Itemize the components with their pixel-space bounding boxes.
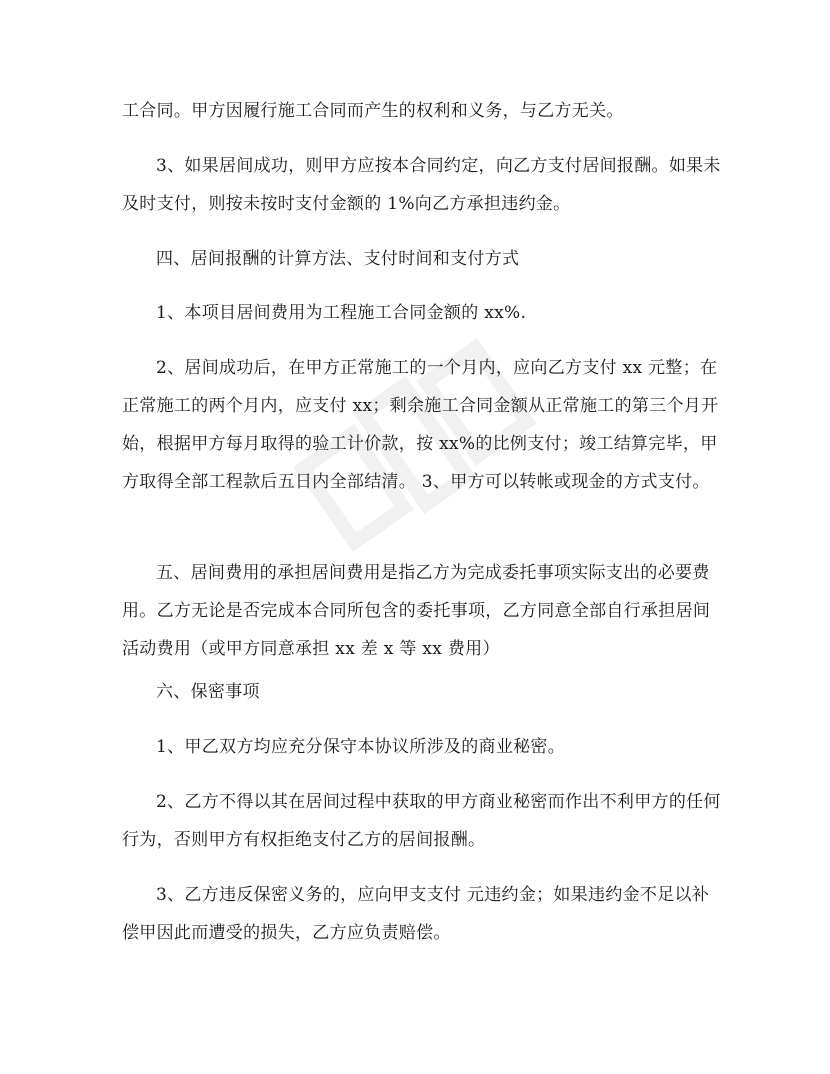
paragraph-6-3: 3、乙方违反保密义务的，应向甲支支付 元违约金；如果违约金不足以补偿甲因此而遭受的损失，乙方应负责赔偿。: [122, 885, 710, 943]
paragraph-4-2: 2、居间成功后，在甲方正常施工的一个月内，应向乙方支付 xx 元整；在正常施工的两个月内，应支付 xx；剩余施工合同金额从正常施工的第三个月开始，根据甲方每月取得的验工计价款，按 xx%的比例支付；竣工结算完毕，甲方取得全部工程款后五日内全部结清。 3、甲方可以转帐或现金的方式支付。: [122, 358, 719, 492]
section-heading-5: 五、居间费用的承担居间费用是指乙方为完成委托事项实际支出的必要费用。乙方无论是否完成本合同所包含的委托事项，乙方同意全部自行承担居间活动费用（或甲方同意承担 xx 差 x 等 xx 费用）: [122, 563, 711, 659]
paragraph-6-1: 1、甲乙双方均应充分保守本协议所涉及的商业秘密。: [156, 737, 566, 757]
paragraph-1: 工合同。甲方因履行施工合同而产生的权利和义务，与乙方无关。: [122, 101, 624, 121]
paragraph-2: 3、如果居间成功，则甲方应按本合同约定，向乙方支付居间报酬。如果未及时支付，则按未按时支付金额的 1%向乙方承担违约金。: [122, 156, 721, 214]
section-heading-6: 六、保密事项: [156, 682, 260, 702]
paragraph-4-1: 1、本项目居间费用为工程施工合同金额的 xx%.: [156, 303, 527, 323]
paragraph-6-2: 2、乙方不得以其在居间过程中获取的甲方商业秘密而作出不利甲方的任何行为，否则甲方有权拒绝支付乙方的居间报酬。: [122, 792, 721, 850]
section-heading-4: 四、居间报酬的计算方法、支付时间和支付方式: [156, 249, 520, 269]
